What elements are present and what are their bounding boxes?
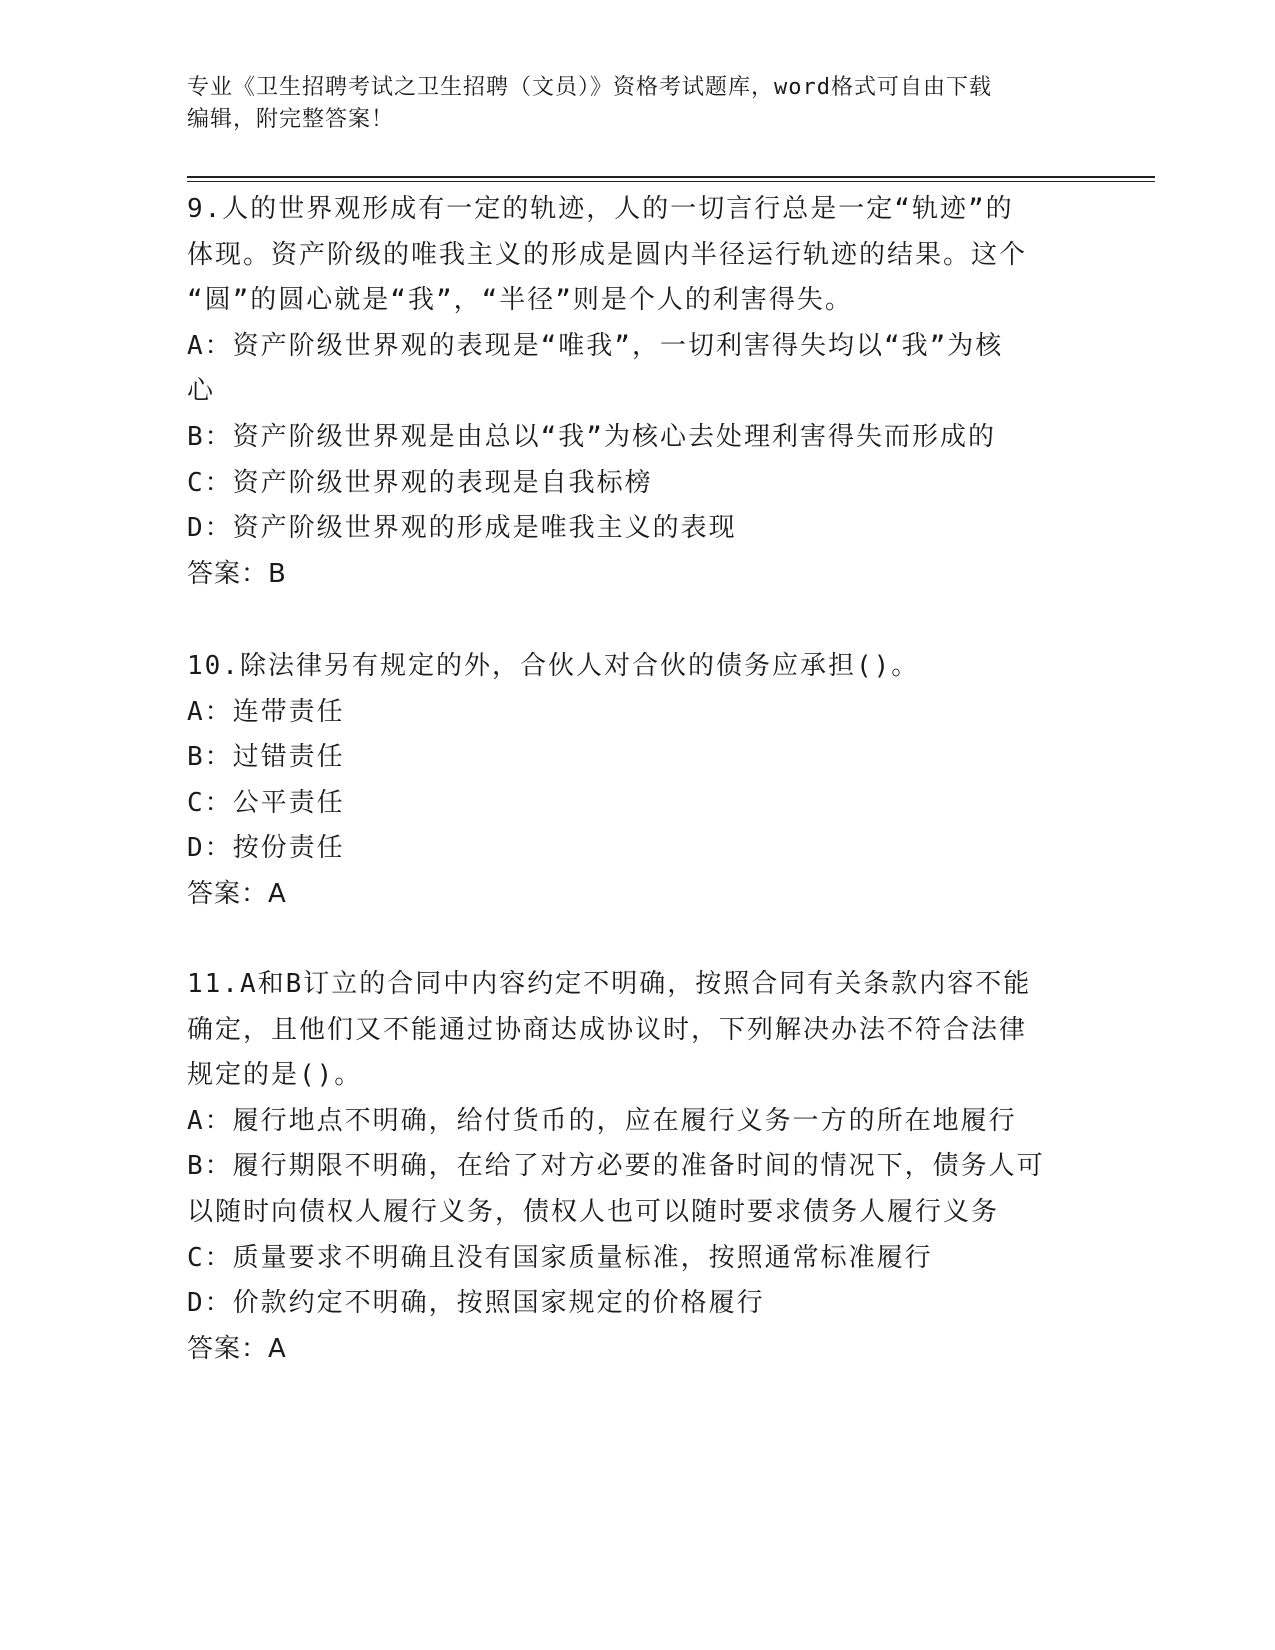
option-c: C：质量要求不明确且没有国家质量标准，按照通常标准履行	[187, 1242, 933, 1273]
option-d: D：资产阶级世界观的形成是唯我主义的表现	[187, 513, 737, 544]
question-text: 9.人的世界观形成有一定的轨迹，人的一切言行总是一定“轨迹”的	[187, 194, 1014, 224]
question-text: 规定的是()。	[187, 1060, 363, 1091]
question-text: 确定，且他们又不能通过协商达成协议时，下列解决办法不符合法律	[187, 1014, 1028, 1045]
question-text: 11.A和B订立的合同中内容约定不明确，按照合同有关条款内容不能	[187, 969, 1032, 999]
option-a-continued: 心	[187, 376, 216, 407]
option-d: D：按份责任	[187, 833, 345, 864]
answer: 答案：A	[187, 878, 287, 909]
document-header	[187, 72, 1087, 136]
question-11	[187, 962, 1087, 1372]
option-c: C：资产阶级世界观的表现是自我标榜	[187, 467, 653, 498]
option-b: B：过错责任	[187, 742, 345, 773]
question-9	[187, 187, 1087, 597]
header-divider	[187, 176, 1155, 178]
question-10	[187, 644, 1087, 918]
option-b-continued: 以随时向债权人履行义务，债权人也可以随时要求债务人履行义务	[187, 1196, 1000, 1227]
answer: 答案：A	[187, 1333, 287, 1364]
question-text: 10.除法律另有规定的外，合伙人对合伙的债务应承担()。	[187, 651, 920, 681]
option-a: A：连带责任	[187, 696, 345, 727]
option-a: A：资产阶级世界观的表现是“唯我”，一切利害得失均以“我”为核	[187, 330, 1004, 361]
option-c: C：公平责任	[187, 787, 345, 818]
header-divider-thin	[187, 181, 1155, 182]
header-line-1: 专业《卫生招聘考试之卫生招聘（文员）》资格考试题库，word格式可自由下载	[187, 75, 992, 100]
header-line-2: 编辑，附完整答案！	[187, 107, 395, 132]
question-text: “圆”的圆心就是“我”，“半径”则是个人的利害得失。	[187, 285, 853, 316]
option-d: D：价款约定不明确，按照国家规定的价格履行	[187, 1288, 765, 1319]
answer: 答案：B	[187, 558, 287, 589]
option-b: B：履行期限不明确，在给了对方必要的准备时间的情况下，债务人可	[187, 1151, 1045, 1182]
question-text: 体现。资产阶级的唯我主义的形成是圆内半径运行轨迹的结果。这个	[187, 239, 1028, 270]
option-a: A：履行地点不明确，给付货币的，应在履行义务一方的所在地履行	[187, 1105, 1017, 1136]
option-b: B：资产阶级世界观是由总以“我”为核心去处理利害得失而形成的	[187, 421, 996, 452]
